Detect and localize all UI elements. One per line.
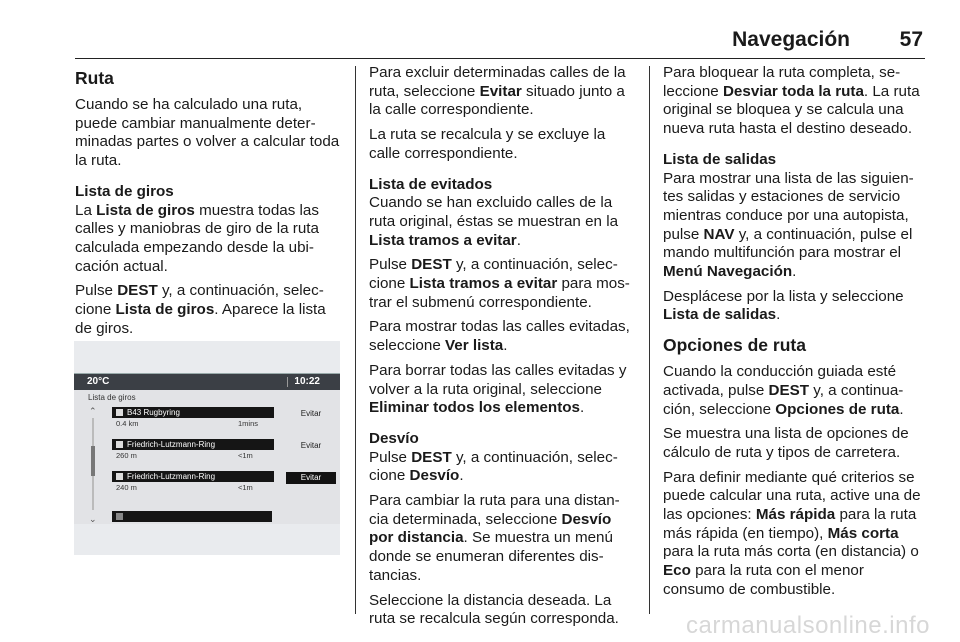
- paragraph: La Lista de giros muestra todas las calles y maniobras de giro de la ruta calculada empezando desde la ubicación actual.: [75, 201, 319, 275]
- turn-list-row[interactable]: Friedrich-Lutzmann-Ring 260 m <1m Evitar: [106, 439, 336, 471]
- destination-bar[interactable]: [112, 511, 272, 522]
- turn-arrow-icon: [116, 441, 123, 448]
- street-bar: Friedrich-Lutzmann-Ring: [112, 439, 274, 450]
- paragraph: Se muestra una lista de opciones de cálculo de ruta y tipos de carretera.: [663, 425, 909, 461]
- paragraph: Desplácese por la lista y seleccione Lista de salidas.: [663, 287, 904, 324]
- subheading-lista-de-salidas: Lista de salidas: [663, 150, 777, 168]
- section-heading-opciones-de-ruta: Opciones de ruta: [663, 335, 806, 356]
- page-footer: [0, 612, 960, 642]
- temperature-readout: 20°C: [87, 376, 110, 387]
- paragraph: Para excluir determinadas calles de la ruta, seleccione Evitar situado junto a la calle correspondiente.: [369, 64, 626, 119]
- paragraph: Para definir mediante qué criterios se puede calcular una ruta, active una de las opciones: Más rápida para la ruta más rápida (en tiempo), Más corta para la ruta más corta (en distancia) o Eco para la ruta con el menor consumo de combustible.: [663, 468, 921, 598]
- turn-list-row[interactable]: B43 Rugbyring 0.4 km 1mins Evitar: [106, 407, 336, 439]
- column-divider: [355, 66, 356, 614]
- avoid-button-selected[interactable]: Evitar: [286, 472, 336, 484]
- paragraph: Pulse DEST y, a continuación, seleccione Desvío.: [369, 448, 618, 485]
- paragraph: La ruta se recalcula y se excluye la calle correspondiente.: [369, 126, 606, 162]
- clock-readout: 10:22: [294, 376, 320, 387]
- header-rule: [75, 58, 925, 59]
- section-heading-ruta: Ruta: [75, 68, 114, 88]
- screenshot-figure: [74, 341, 340, 555]
- page-number: 57: [899, 28, 923, 51]
- paragraph: Para mostrar una lista de las siguientes salidas y estaciones de servicio mientras conduce por una autopista, pulse NAV y, a continuación, pulse el mando multifunción para mostrar el Menú Navegación.: [663, 169, 914, 281]
- chapter-title: Navegación: [732, 28, 850, 51]
- paragraph: Para borrar todas las calles evitadas y volver a la ruta original, seleccione Eliminar todos los elementos.: [369, 361, 627, 417]
- subheading-lista-de-evitados: Lista de evitados: [369, 175, 493, 193]
- scroll-thumb[interactable]: [91, 446, 95, 476]
- infotainment-screen: [74, 373, 340, 524]
- status-bar: [74, 374, 340, 390]
- paragraph: Seleccione la distancia deseada. La ruta se recalcula según corresponda.: [369, 591, 619, 628]
- page-header: [75, 12, 925, 60]
- chevron-up-icon[interactable]: ⌃: [89, 406, 97, 416]
- destination-flag-icon: [116, 513, 123, 520]
- column-left: [75, 64, 343, 344]
- avoid-button[interactable]: Evitar: [300, 409, 322, 418]
- column-middle: [369, 64, 633, 635]
- screen-list-title: Lista de giros: [88, 393, 136, 402]
- status-divider: [287, 377, 288, 387]
- paragraph: Para cambiar la ruta para una distancia determinada, seleccione Desvío por distancia. Se muestra un menú donde se enumeran diferentes distancias.: [369, 492, 620, 584]
- turn-list-row[interactable]: Friedrich-Lutzmann-Ring 240 m <1m Evitar: [106, 471, 336, 503]
- paragraph: Cuando se ha calculado una ruta, puede cambiar manualmente determinadas partes o volver a calcular toda la ruta.: [75, 96, 340, 170]
- paragraph: Para bloquear la ruta completa, seleccione Desviar toda la ruta. La ruta original se bloquea y se calcula una nueva ruta hasta el destino deseado.: [663, 64, 920, 138]
- street-bar: B43 Rugbyring: [112, 407, 274, 418]
- paragraph: Pulse DEST y, a continuación, seleccione Lista tramos a evitar para mostrar el submenú correspondiente.: [369, 256, 630, 311]
- avoid-button[interactable]: Evitar: [300, 441, 322, 450]
- column-right: [663, 64, 927, 606]
- turn-arrow-icon: [116, 409, 123, 416]
- watermark: carmanualsonline.info: [686, 612, 930, 639]
- paragraph: Para mostrar todas las calles evitadas, seleccione Ver lista.: [369, 318, 630, 355]
- chevron-down-icon[interactable]: ⌄: [89, 514, 97, 524]
- column-divider: [649, 66, 650, 614]
- paragraph: Cuando la conducción guiada esté activada, pulse DEST y, a continuación, seleccione Opciones de ruta.: [663, 363, 904, 418]
- subheading-desvio: Desvío: [369, 429, 419, 447]
- street-bar: Friedrich-Lutzmann-Ring: [112, 471, 274, 482]
- paragraph: Cuando se han excluido calles de la ruta original, éstas se muestran en la Lista tramos a evitar.: [369, 194, 619, 249]
- subheading-lista-de-giros: Lista de giros: [75, 182, 174, 200]
- turn-arrow-icon: [116, 473, 123, 480]
- scrollbar[interactable]: [88, 404, 98, 522]
- paragraph: Pulse DEST y, a continuación, seleccione Lista de giros. Aparece la lista de giros.: [75, 282, 326, 337]
